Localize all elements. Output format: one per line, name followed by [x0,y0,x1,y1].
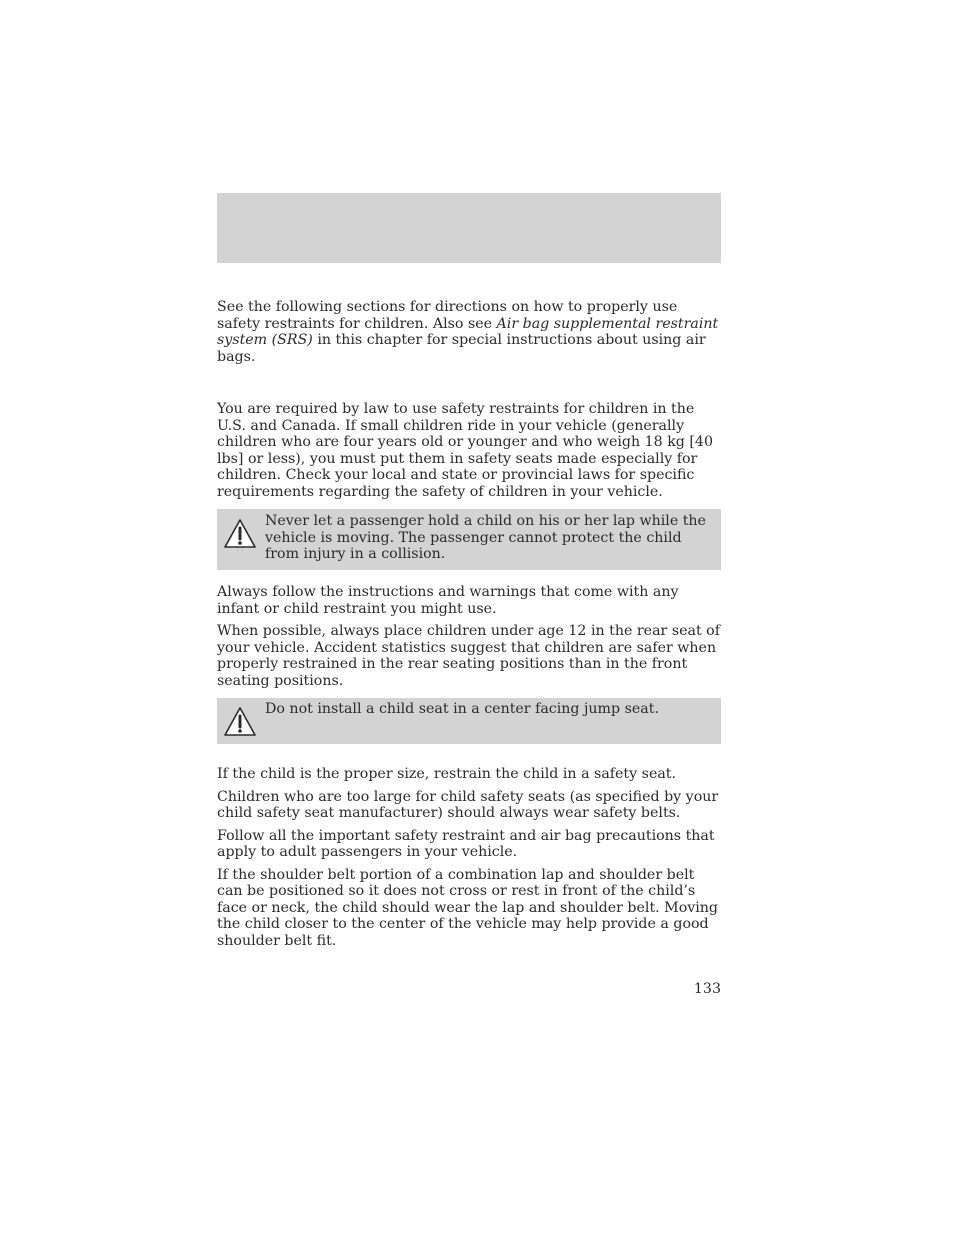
too-large-paragraph: Children who are too large for child safety seats (as specified by your child safety seat manufacturer) should always wear safety belts. [217,788,719,821]
intro-text-2: in this chapter for special instructions about using air bags. [217,332,706,365]
warning-triangle-icon [223,517,257,551]
rear-seat-paragraph: When possible, always place children under age 12 in the rear seat of your vehicle. Accident statistics suggest that children are safer when properly restrained in the rear seating positions than in the front seating positions. [217,623,720,689]
shoulder-belt-paragraph: If the shoulder belt portion of a combination lap and shoulder belt can be positioned so it does not cross or rest in front of the child’s face or neck, the child should wear the lap and shoulder belt. Moving the child closer to the center of the vehicle may help provide a good shoulder belt fit. [217,866,719,949]
section-header-band [217,193,721,263]
law-paragraph: You are required by law to use safety restraints for children in the U.S. and Canada. If small children ride in your vehicle (generally children who are four years old or younger and who weigh 18 kg [40 lbs] or less), you must put them in safety seats made especially for children. Check your local and state or provincial laws for specific requirements regarding the safety of children in your vehicle. [217,401,713,500]
srs-cross-reference: Air bag supplemental restraint system (SRS) [217,315,719,348]
instructions-paragraph: Always follow the instructions and warnings that come with any infant or child restraint you might use. [217,584,679,617]
intro-paragraph [217,299,724,365]
precautions-paragraph: Follow all the important safety restraint and air bag precautions that apply to adult passengers in your vehicle. [217,827,715,860]
warning-triangle-icon [223,705,257,739]
warning-text-lap: Never let a passenger hold a child on his or her lap while the vehicle is moving. The passenger cannot protect the child from injury in a collision. [265,513,706,562]
warning-box-lap [217,509,721,570]
page-content [217,299,724,949]
intro-text-1: See the following sections for directions on how to properly use safety restraints for children. Also see [217,299,678,332]
warning-box-jump-seat [217,698,721,744]
proper-size-paragraph: If the child is the proper size, restrain the child in a safety seat. [217,766,677,782]
page-number: 133 [693,981,721,997]
warning-text-jump-seat: Do not install a child seat in a center facing jump seat. [265,701,659,717]
